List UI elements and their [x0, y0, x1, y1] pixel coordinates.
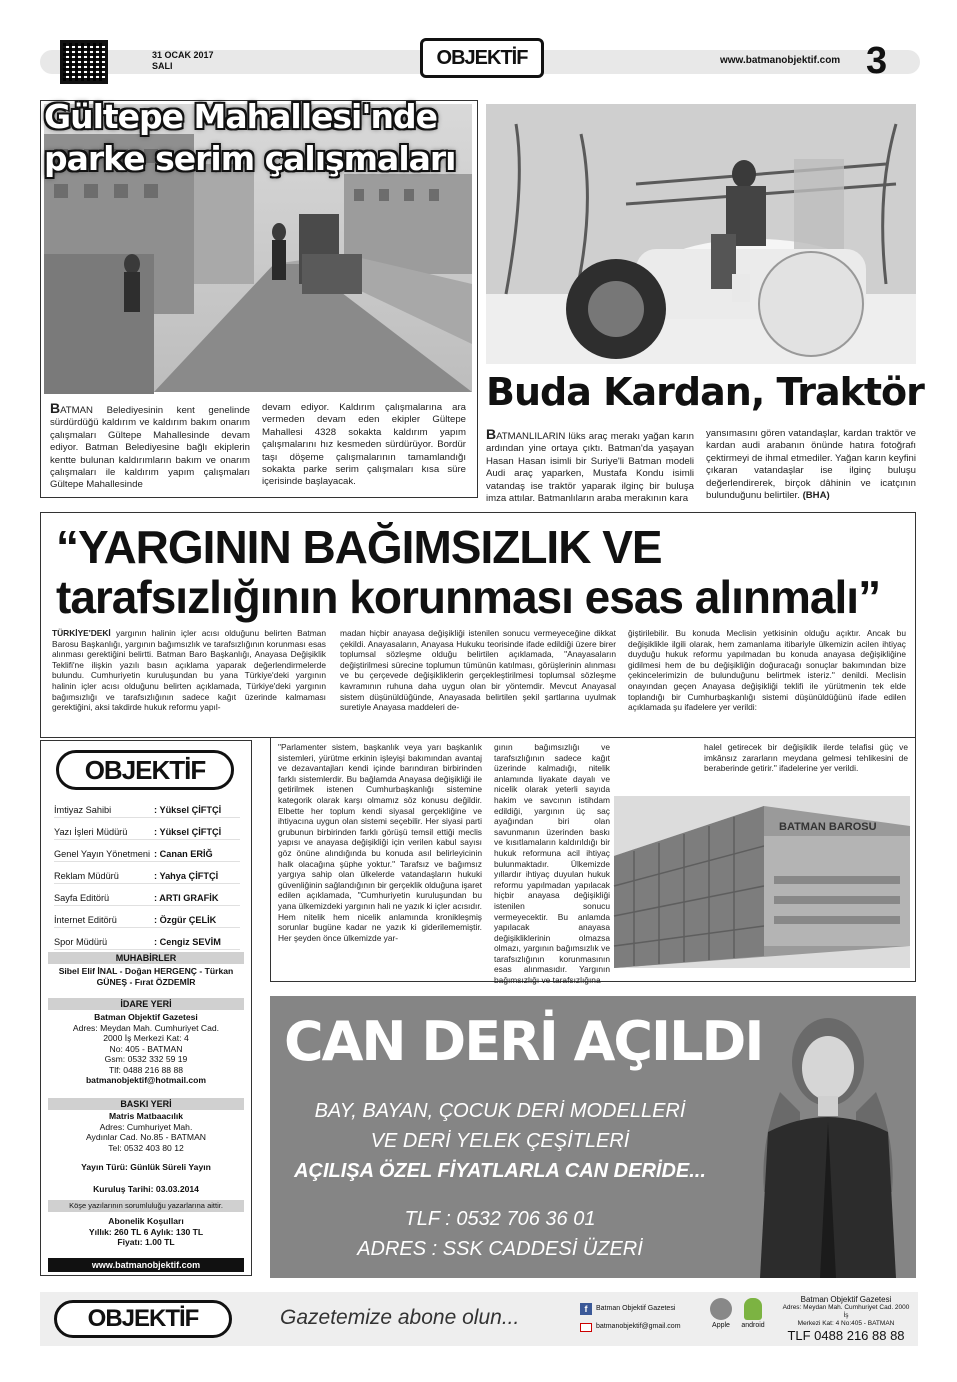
footer-phone: TLF 0488 216 88 88	[787, 1328, 905, 1343]
date-text: 31 OCAK 2017	[152, 50, 214, 60]
print-label: BASKI YERİ	[48, 1098, 244, 1110]
office-address-2: 2000 İş Merkezi Kat: 4	[103, 1033, 189, 1043]
staff-row	[54, 934, 240, 950]
print-address-2: Aydınlar Cad. No.85 - BATMAN	[85, 1132, 207, 1142]
advertisement	[270, 996, 916, 1278]
apple-label: Apple	[712, 1322, 730, 1329]
publication-type: Yayın Türü: Günlük Süreli Yayın	[81, 1162, 211, 1172]
story3-headline-line2: tarafsızlığının korunması esas alınmalı”	[56, 571, 881, 623]
staff-name: : Canan ERİĞ	[154, 848, 213, 859]
android-store[interactable]	[738, 1298, 768, 1329]
story1-headline-line1: Gültepe Mahallesi'nde	[44, 97, 437, 136]
story3-col1-text: yargının halinin içler acısı olduğunu belirten Batman Barosu Başkanlığı, yargının bağımsızlık ve tarafsızlığının korunması esas alınması gerektiğini belirtti. Batman Baro Başkanlığı, Anayasa Değişiklik Teklifi'ne ilişkin yazılı basın açıklama yaparak değerlendirmelerde bulundu. Cumhuriyetin kuruluşundan bu yana Türkiye'deki yargının halinin içler acısı olduğunu belirten açıklamada, Türkiye'deki yargının bağımsızlığı ve tarafsızlığının sadece kağıt üzerinde kalmaması gerektiğini, aksi takdirde hukuk reformu yapıl-	[52, 628, 326, 713]
apple-icon	[710, 1298, 732, 1320]
staff-name: : Yahya ÇİFTÇİ	[154, 870, 219, 881]
facebook-text: Batman Objektif Gazetesi	[596, 1305, 676, 1312]
android-label: android	[741, 1322, 765, 1329]
staff-name: : Özgür ÇELİK	[154, 914, 217, 925]
staff-role: İnternet Editörü	[54, 914, 117, 925]
story3-column-3	[628, 628, 906, 732]
office-name: Batman Objektif Gazetesi	[94, 1012, 198, 1022]
story2-col1-text: ATMANLILARIN lüks araç merakı yağan karın ardından yine ortaya çıktı. Batman'da yaşayan Hasan Hasan isimli bir Suriye'li Batman modeli Audi araç yaparken, Mustafa Kondu isimli vatandaş ise traktör yaparak ilginç bir buluşa imza attılar. Batmanlıların araba merakının kara	[486, 431, 694, 505]
email-link[interactable]	[580, 1318, 700, 1336]
story2-source: (BHA)	[802, 490, 830, 502]
staff-row	[54, 912, 240, 928]
footer-address-1: Adres: Meydan Mah. Cumhuriyet Cad. 2000 İş	[782, 1304, 910, 1319]
ad-line-3: AÇILIŞA ÖZEL FİYATLARLA CAN DERİDE...	[294, 1160, 706, 1182]
ad-address: ADRES : SSK CADDESİ ÜZERİ	[357, 1238, 643, 1260]
qr-code	[60, 40, 108, 84]
site-url[interactable]: www.batmanobjektif.com	[720, 55, 841, 66]
staff-role: İmtiyaz Sahibi	[54, 804, 112, 815]
issue-date	[152, 50, 214, 72]
facebook-icon: f	[580, 1303, 592, 1315]
mail-icon	[580, 1323, 592, 1332]
reporters-names: Sibel Elif İNAL - Doğan HERGENÇ - Türkan GÜNEŞ - Fırat ÖZDEMİR	[58, 966, 234, 987]
story2-column-2	[706, 428, 916, 500]
story3-column-5	[494, 742, 610, 986]
print-address-1: Adres: Cumhuriyet Mah.	[99, 1121, 193, 1132]
office-address-3: No: 405 - BATMAN	[109, 1043, 183, 1054]
staff-row	[54, 890, 240, 906]
office-phone: Tlf: 0488 216 88 88	[108, 1064, 184, 1075]
story1-col2-text: devam ediyor. Kaldırım çalışmalarına ara vermeden devam eden ekipler Gültepe Mahallesi 4328 sokakta kaldırım yapım çalışmalarını hız kesmeden sürdürüyor. Bordür taşı döşeme çalışmalarının tamamlandığı sokakta parke serim çalışmaları kısa süre içerisinde başlayacak.	[262, 402, 466, 488]
story3-headline-line1: “YARGININ BAĞIMSIZLIK VE	[56, 521, 662, 573]
android-icon	[744, 1298, 762, 1320]
staff-name: : Cengiz SEVİM	[154, 936, 221, 947]
apple-store[interactable]	[708, 1298, 734, 1329]
story2-headline: Buda Kardan, Traktör	[486, 370, 924, 414]
staff-name: : Yüksel ÇİFTÇİ	[154, 826, 222, 837]
print-name: Matris Matbaacılık	[108, 1111, 184, 1121]
ad-phone: TLF : 0532 706 36 01	[404, 1208, 596, 1230]
staff-name: : Yüksel ÇİFTÇİ	[154, 804, 222, 815]
story1-dropcap: B	[50, 400, 61, 416]
staff-row	[54, 802, 240, 818]
story3-column-6	[704, 742, 908, 788]
staff-role: Sayfa Editörü	[54, 892, 110, 903]
reporters-label: MUHABİRLER	[48, 952, 244, 964]
story1-col1-text: ATMAN Belediyesinin kent genelinde sürdürdüğü kaldırım ve kaldırım bakım onarım çalışmaları Gültepe Mahallesinde devam ediyor. Batman Belediyesine bağlı ekiplerin kentte bulunan kaldırımların bakım ve onarım çalışmaları ile kaldırım yapım çalışmaları Gültepe Mahallesinde	[50, 405, 250, 491]
story3-headline	[56, 522, 916, 622]
story3-column-4	[278, 742, 482, 978]
subscription-label: Abonelik Koşulları	[108, 1216, 184, 1226]
footer-logo: OBJEKTİF	[54, 1300, 232, 1338]
subscription-info	[48, 1216, 244, 1248]
story3-photo	[614, 796, 910, 968]
ad-line-1: BAY, BAYAN, ÇOCUK DERİ MODELLERİ	[314, 1100, 686, 1122]
story1-headline-line2: parke serim çalışmaları	[44, 139, 456, 178]
office-gsm: Gsm: 0532 332 59 19	[104, 1054, 188, 1064]
facebook-link[interactable]	[580, 1300, 700, 1318]
print-info	[48, 1111, 244, 1153]
office-label: İDARE YERİ	[48, 998, 244, 1010]
day-text: SALI	[152, 61, 173, 71]
story3-col6-text: halel getirecek bir değişiklik ilerde telafisi güç ve imkânsız zararların meydana gelmesi tehlikesini de beraberinde getirir." ifadelerine yer verildi.	[704, 742, 908, 774]
staff-row	[54, 824, 240, 840]
masthead-url[interactable]: www.batmanobjektif.com	[48, 1258, 244, 1272]
story2-column-1	[486, 426, 694, 505]
story1-column-2	[262, 402, 466, 494]
staff-role: Genel Yayın Yönetmeni	[54, 848, 151, 859]
footer-address-2: Merkezi Kat: 4 No:405 - BATMAN	[797, 1320, 895, 1327]
staff-role: Spor Müdürü	[54, 936, 108, 947]
ad-title: CAN DERİ AÇILDI	[284, 1010, 763, 1073]
print-phone: Tel: 0532 403 80 12	[108, 1142, 184, 1153]
story3-column-2	[340, 628, 616, 732]
page-header	[40, 36, 920, 88]
staff-row	[54, 868, 240, 884]
story3-col5-text: gının bağımsızlığı ve tarafsızlığının sadece kağıt üzerinde kalmadığı, nitelik anlamında liyakate dayalı ve nicelik olarak yeterli sayıda hakim ve savcının istihdam edildiği, yargının üç saç ayağından biri olan savunmanın üzerinden baskı ve kısıtlamaların kaldırıldığı bir hukuk reformuna acil ihtiyaç bulunmaktadır. Ülkemizde yıllardır ihtiyaç duyulan hukuk reformu yapılmadan yapılacak hiçbir anayasa değişikliği istenilen sonucu vermeyecektir. Bu anlamda yapılacak anayasa değişikliklerinin olmazsa olmazı, yargının bağımsızlık ve tarafsızlığının korunmasının esas alınmasıdır. Yargının bağımsızlığı ve tarafsızlığına	[494, 742, 610, 986]
staff-row	[54, 846, 240, 862]
story3-col4-text: "Parlamenter sistem, başkanlık veya yarı başkanlık sistemleri, yürütme erkinin işleyişi bakımından avantaj ve dezavantajları kendi içinde barındıran birbirinden farklı sistemlerdir. Bu bağlamda Anayasa değişikliği ile getirilmek istenen Cumhurbaşkanlığı sistemine kategorik olarak karşı olmamız söz konusu değildir. Elbette her toplum kendi siyasal gerçekliğine ve ihtiyacına uygun olan sistemi seçebilir. Her siyasi parti grubunun birbirinden farklı görüşü temsil ettiği meclis yapısı ve anayasa değişikliği için verilen kabul sayısı göz önüne alındığında bu konuda asıl belirleyicinin halk olacağına şüphe yoktur." Tarafsız ve bağımsız yargıya sahip olan ülkelerde vatandaşların hukuki güvenliğinin sağlandığının bir gerçeklik olduğuna işaret edilen açıklamada, "Cumhuriyetin kuruluşundan bu yana ülkemizdeki yargının hali ne yazık ki içler acısıdır. Hem nitelik hem nicelik anlamında kronikleşmiş sorunlar bugüne kadar ne yazık ki giderilememiştir. Her şeyden önce ülkemizde yar-	[278, 742, 482, 943]
subscription-prices: Yıllık: 260 TL 6 Aylık: 130 TL	[88, 1226, 204, 1237]
page-footer	[40, 1292, 918, 1346]
masthead-logo: OBJEKTİF	[56, 750, 234, 790]
ad-line-2: VE DERİ YELEK ÇEŞİTLERİ	[370, 1130, 630, 1152]
footer-social	[580, 1300, 700, 1336]
office-info	[48, 1012, 244, 1086]
footer-company: Batman Objektif Gazetesi	[800, 1295, 892, 1304]
story2-col2-text: yansımasını gören vatandaşlar, kardan traktör ve kardan audi arabanın önünde hatıra fotoğrafı çektirmeyi de ihmal etmediler. Yağan karın keyfini çıkaran vatandaşlar ise ilginç buluşu değerlendirerek, birçok dâhinin ve icatçının bulunduğunu belirtiler.	[706, 428, 916, 502]
issue-price: Fiyatı: 1.00 TL	[117, 1237, 175, 1247]
responsibility-note: Köşe yazılarının sorumluluğu yazarlarına aittir.	[48, 1200, 244, 1212]
logo-text: OBJEKTİF	[436, 46, 528, 69]
building-sign: BATMAN BAROSU	[779, 821, 877, 833]
founding-date: Kuruluş Tarihi: 03.03.2014	[93, 1184, 199, 1194]
story3-col2-text: madan hiçbir anayasa değişikliği istenilen sonucu vermeyeceğine dikkat çekildi. Anayasaların, Anayasa Hukuku teorisinde ifade edildiği üzere birer toplumsal sözleşme olduğu belirtilen açıklamada, "Anayasaların değiştirilmesi sürecine toplumun tümünün katılması, görüşlerinin alınması ve bu çerçevede değişikliklerin gerçekleştirilmesi toplumsal sözleşme kavramının ruhuna daha uygun olan bir yöntemdir. Mevcut Anayasal sistem düşünüldüğünde, Anayasada belirtilen şekil şartlarına uyulmak suretiyle Anayasa maddeleri de-	[340, 628, 616, 713]
story1-headline	[44, 96, 484, 180]
staff-role: Reklam Müdürü	[54, 870, 119, 881]
story3-dropcap: TÜRKİYE'DEKİ	[52, 628, 111, 638]
footer-contact	[780, 1296, 912, 1344]
story2-photo	[486, 104, 916, 364]
story1-column-1	[50, 402, 250, 494]
staff-role: Yazı İşleri Müdürü	[54, 826, 128, 837]
office-address-1: Adres: Meydan Mah. Cumhuriyet Cad.	[72, 1022, 220, 1033]
ad-model-photo	[740, 1002, 916, 1278]
staff-name: : ARTI GRAFİK	[154, 892, 219, 903]
story3-col3-text: ğiştirilebilir. Bu konuda Meclisin yetkisinin olduğu açıktır. Ancak bu değişiklikle ilgili olarak, hem zamanlama itibariyle ülkemizin acilen ihtiyaç duyduğu hukuk reformu yapılmadan bu konuda anayasa değişikliğine gidilmesi hem de bu değişikliğin doğuracağı sonuçlar bakımından bize çekincelerimizin de bulunduğunu belirtmek isteriz." denildi. Meclisin onayından geçen Anayasa değişikliği teklifi ile yürütmenin tek elde toplandığı bir Cumhurbaşkanlığı sistemi düşünüldüğünü ifade edilen açıklamada şu ifadelere yer verildi:	[628, 628, 906, 713]
office-email[interactable]: batmanobjektif@hotmail.com	[85, 1075, 207, 1085]
story3-column-1	[52, 628, 326, 732]
footer-slogan: Gazetemize abone olun...	[280, 1306, 520, 1329]
story2-dropcap: B	[486, 426, 497, 442]
email-text: batmanobjektif@gmail.com	[596, 1323, 681, 1330]
newspaper-logo	[420, 38, 544, 78]
page-number: 3	[866, 40, 888, 82]
